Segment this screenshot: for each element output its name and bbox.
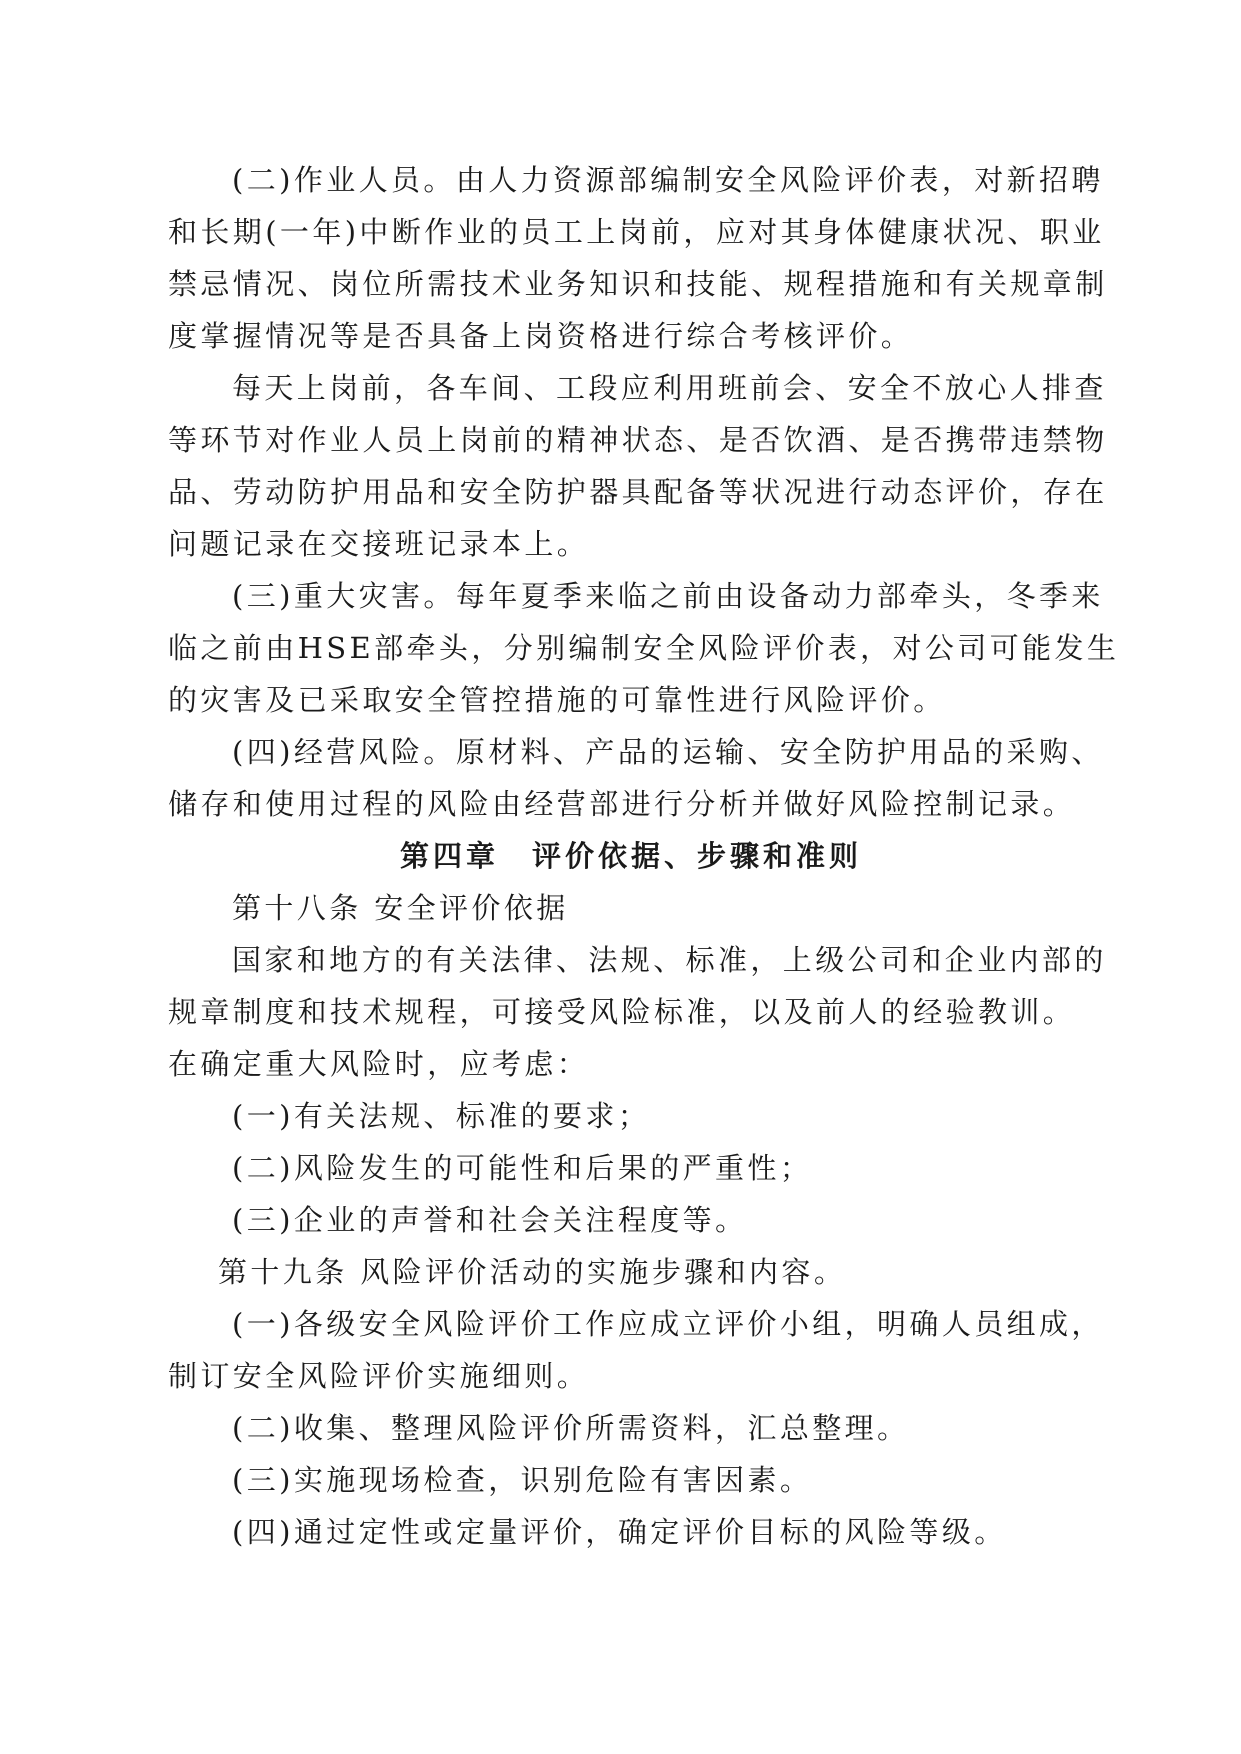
paragraph-line: 临之前由HSE部牵头，分别编制安全风险评价表，对公司可能发生: [168, 631, 1120, 665]
paragraph-line: 制订安全风险评价实施细则。: [168, 1359, 590, 1393]
list-item: (一)各级安全风险评价工作应成立评价小组，明确人员组成，: [232, 1307, 1104, 1341]
chapter-heading: 第四章 评价依据、步骤和准则: [400, 839, 863, 873]
paragraph-line: 储存和使用过程的风险由经营部进行分析并做好风险控制记录。: [168, 787, 1076, 821]
list-item: (一)有关法规、标准的要求；: [232, 1099, 651, 1133]
paragraph-line: (四)经营风险。原材料、产品的运输、安全防护用品的采购、: [232, 735, 1104, 769]
list-item: (三)实施现场检查，识别危险有害因素。: [232, 1463, 813, 1497]
article-heading: 第十八条 安全评价依据: [232, 891, 569, 925]
article-heading: 第十九条 风险评价活动的实施步骤和内容。: [218, 1255, 847, 1289]
paragraph-line: 等环节对作业人员上岗前的精神状态、是否饮酒、是否携带违禁物: [168, 423, 1108, 457]
paragraph-line: 品、劳动防护用品和安全防护器具配备等状况进行动态评价，存在: [168, 475, 1108, 509]
paragraph-line: (三)重大灾害。每年夏季来临之前由设备动力部牵头，冬季来: [232, 579, 1104, 613]
list-item: (二)风险发生的可能性和后果的严重性；: [232, 1151, 813, 1185]
list-item: (二)收集、整理风险评价所需资料，汇总整理。: [232, 1411, 910, 1445]
paragraph-line: 在确定重大风险时，应考虑：: [168, 1047, 590, 1081]
paragraph-line: 国家和地方的有关法律、法规、标准，上级公司和企业内部的: [232, 943, 1107, 977]
paragraph-line: 度掌握情况等是否具备上岗资格进行综合考核评价。: [168, 319, 914, 353]
list-item: (三)企业的声誉和社会关注程度等。: [232, 1203, 748, 1237]
paragraph-line: 问题记录在交接班记录本上。: [168, 527, 590, 561]
paragraph-line: 禁忌情况、岗位所需技术业务知识和技能、规程措施和有关规章制: [168, 267, 1108, 301]
paragraph-line: 每天上岗前，各车间、工段应利用班前会、安全不放心人排查: [232, 371, 1107, 405]
paragraph-line: 和长期(一年)中断作业的员工上岗前，应对其身体健康状况、职业: [168, 215, 1105, 249]
list-item: (四)通过定性或定量评价，确定评价目标的风险等级。: [232, 1515, 1007, 1549]
paragraph-line: 规章制度和技术规程，可接受风险标准，以及前人的经验教训。: [168, 995, 1076, 1029]
paragraph-line: (二)作业人员。由人力资源部编制安全风险评价表，对新招聘: [232, 163, 1104, 197]
paragraph-line: 的灾害及已采取安全管控措施的可靠性进行风险评价。: [168, 683, 946, 717]
